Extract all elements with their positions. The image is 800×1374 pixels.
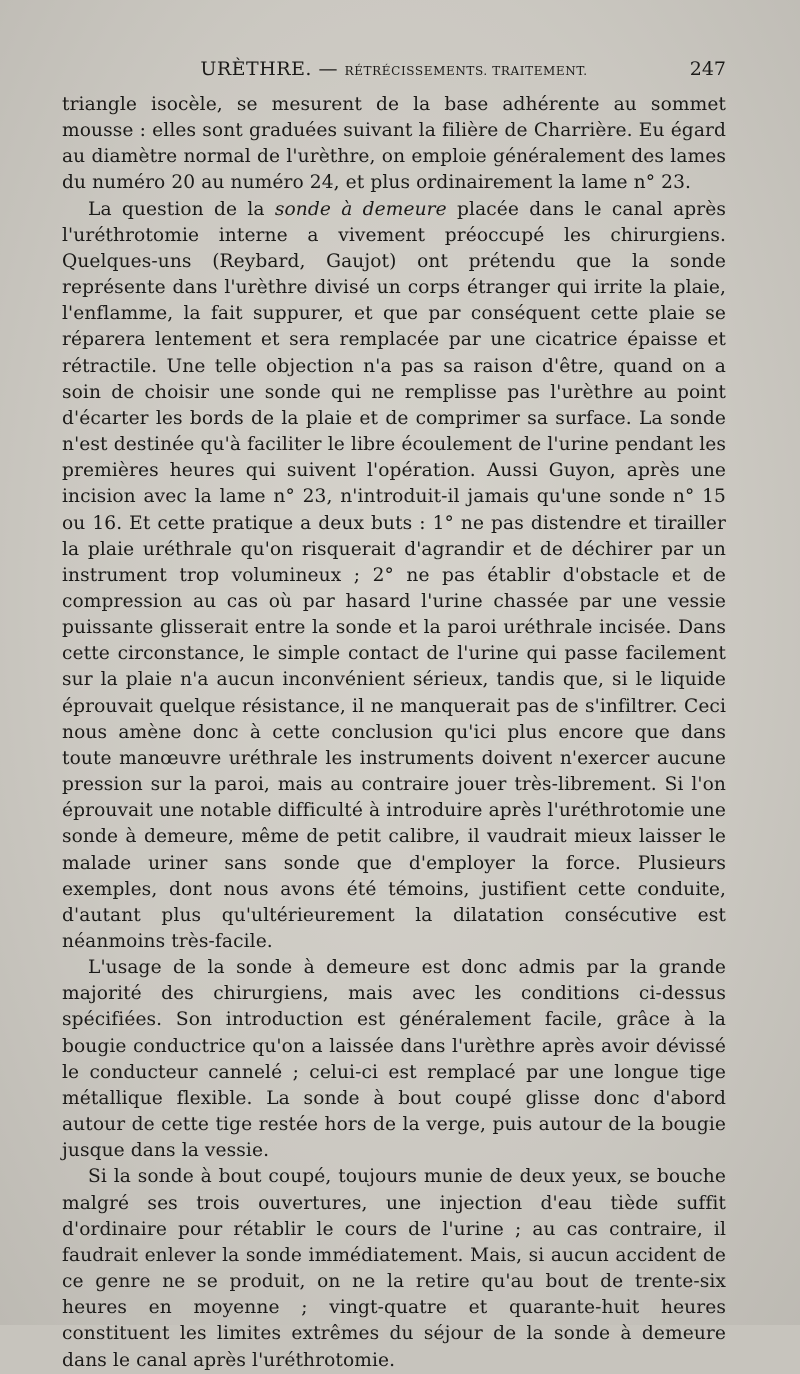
body-text (62, 92, 726, 1374)
italic-text: sonde à demeure (274, 198, 447, 220)
paragraph-text: L'usage de la sonde à demeure est donc admis par la grande majorité des chirurgiens, mais avec les conditions ci-dessus spécifiées. Son introduction est généralement facile, grâce à la bougie conductrice qu'on a laissée dans l'urèthre après avoir dévissé le conducteur cannelé ; celui-ci est remplacé par une longue tige métallique flexible. La sonde à bout coupé glisse donc d'abord autour de cette tige restée hors de la verge, puis autour de la bougie jusque dans la vessie. (62, 957, 726, 1162)
running-title-main: URÈTHRE. — (200, 58, 345, 80)
paragraph-text: La question de la (88, 198, 275, 220)
page-header (62, 58, 726, 84)
paragraph-text: placée dans le canal après l'uréthrotomie interne a vivement préoccupé les chirurgiens. Quelques-uns (Reybard, Gaujot) ont prétendu que la sonde représente dans l'urèthre divisé un corps étranger qui irrite la plaie, l'enflamme, la fait suppurer, et que par conséquent cette plaie se réparera lentement et sera remplacée par une cicatrice épaisse et rétractile. Une telle objection n'a pas sa raison d'être, quand on a soin de choisir une sonde qui ne remplisse pas l'urèthre au point d'écarter les bords de la plaie et de comprimer sa surface. La sonde n'est destinée qu'à faciliter le libre écoulement de l'urine pendant les premières heures qui suivent l'opération. Aussi Guyon, après une incision avec la lame n° 23, n'introduit-il jamais qu'une sonde n° 15 ou 16. Et cette pratique a deux buts : 1° ne pas distendre et tirailler la plaie uréthrale qu'on risquerait d'agrandir et de déchirer par un instrument trop volumineux ; 2° ne pas établir d'obstacle et de compression au cas où par hasard l'urine chassée par une vessie puissante glisserait entre la sonde et la paroi uréthrale incisée. Dans cette circonstance, le simple contact de l'urine qui passe facilement sur la plaie n'a aucun inconvénient sérieux, tandis que, si le liquide éprouvait quelque résistance, il ne manquerait pas de s'infiltrer. Ceci nous amène donc à cette conclusion qu'ici plus encore que dans toute manœuvre uréthrale les instruments doivent n'exercer aucune pression sur la paroi, mais au contraire jouer très-librement. Si l'on éprouvait une notable difficulté à introduire après l'uréthrotomie une sonde à demeure, même de petit calibre, il vaudrait mieux laisser le malade uriner sans sonde que d'employer la force. Plusieurs exemples, dont nous avons été témoins, justifient cette conduite, d'autant plus qu'ultérieurement la dilatation consécutive est néanmoins très-facile. (62, 198, 727, 952)
running-title-sub: RÉTRÉCISSEMENTS. TRAITEMENT. (344, 64, 588, 78)
paragraph (62, 1164, 726, 1373)
paragraph-text: Si la sonde à bout coupé, toujours munie de deux yeux, se bouche malgré ses trois ouvertures, une injection d'eau tiède suffit d'ordinaire pour rétablir le cours de l'urine ; au cas contraire, il faudrait enlever la sonde immédiatement. Mais, si aucun accident de ce genre ne se produit, on ne la retire qu'au bout de trente-six heures en moyenne ; vingt-quatre et quarante-huit heures constituent les limites extrêmes du séjour de la sonde à demeure dans le canal après l'uréthrotomie. (62, 1166, 726, 1371)
paragraph (62, 92, 726, 197)
paragraph-text: triangle isocèle, se mesurent de la base adhérente au sommet mousse : elles sont graduées suivant la filière de Charrière. Eu égard au diamètre normal de l'urèthre, on emploie généralement des lames du numéro 20 au numéro 24, et plus ordinairement la lame n° 23. (62, 94, 726, 194)
page-number: 247 (689, 58, 726, 80)
paragraph (62, 197, 726, 956)
running-title (62, 58, 726, 80)
paragraph (62, 955, 726, 1164)
